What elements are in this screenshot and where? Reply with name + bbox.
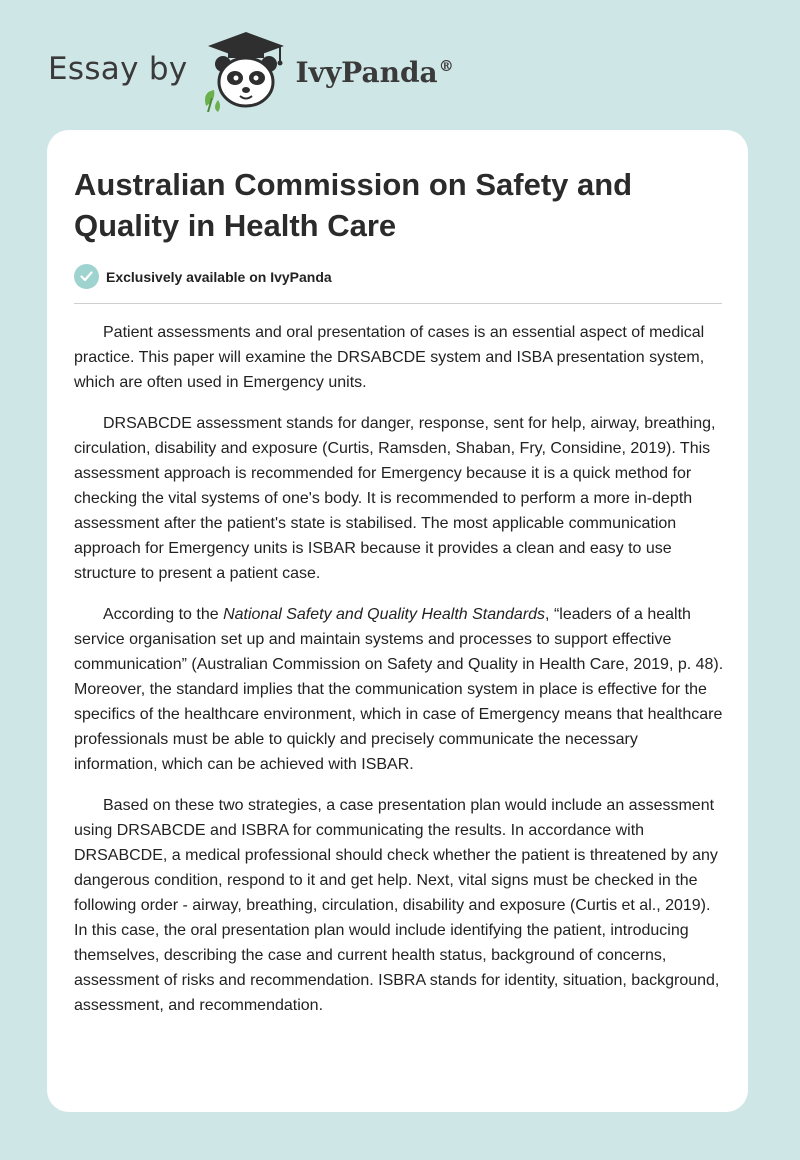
standards-title: National Safety and Quality Health Standards	[223, 606, 546, 623]
paragraph-text: , “leaders of a health service organisation set up and maintain systems and processes to support effective communication” (Australian Commission on Safety and Quality in Health Care, 2019, p. 48). Moreover, the standard implies that the communication system in place is effective for the specifics of the healthcare environment, which in case of Emergency means that healthcare professionals must be able to quickly and precisely communicate the necessary information, which can be achieved with ISBAR.	[74, 606, 724, 773]
article-body	[74, 320, 724, 1034]
registered-mark: ®	[438, 57, 454, 76]
paragraph: DRSABCDE assessment stands for danger, response, sent for help, airway, breathing, circulation, disability and exposure (Curtis, Ramsden, Shaban, Fry, Considine, 2019). This assessment approach is recommended for Emergency because it is a quick method for checking the vital systems of one's body. It is recommended to perform a more in-depth assessment after the patient's state is stabilised. The most applicable communication approach for Emergency units is ISBAR because it provides a clean and easy to use structure to present a patient case.	[74, 415, 716, 582]
article-card	[47, 130, 748, 1112]
article-title: Australian Commission on Safety and Quality in Health Care	[74, 167, 633, 243]
exclusive-badge-text: Exclusively available on IvyPanda	[106, 268, 332, 285]
essay-by-label: Essay by	[48, 51, 188, 87]
brand-name-text: IvyPanda	[295, 55, 438, 89]
checkmark-icon	[74, 264, 99, 289]
exclusive-badge	[74, 264, 332, 289]
paragraph: Patient assessments and oral presentation of cases is an essential aspect of medical practice. This paper will examine the DRSABCDE system and ISBA presentation system, which are often used in Emergency units.	[74, 324, 705, 391]
brand-header	[48, 30, 454, 112]
paragraph-text: According to the	[103, 606, 224, 623]
brand-name[interactable]	[296, 56, 454, 89]
paragraph: Based on these two strategies, a case presentation plan would include an assessment using DRSABCDE and ISBRA for communicating the results. In accordance with DRSABCDE, a medical professional should check whether the patient is threatened by any dangerous condition, respond to it and get help. Next, vital signs must be checked in the following order - airway, breathing, circulation, disability and exposure (Curtis et al., 2019). In this case, the oral presentation plan would include identifying the patient, introducing themselves, describing the case and current health status, background of concerns, assessment of risks and recommendation. ISBRA stands for identity, situation, background, assessment, and recommendation.	[74, 797, 720, 1014]
ivypanda-logo-icon[interactable]	[200, 30, 292, 112]
divider	[74, 303, 722, 304]
paragraph	[74, 602, 724, 777]
